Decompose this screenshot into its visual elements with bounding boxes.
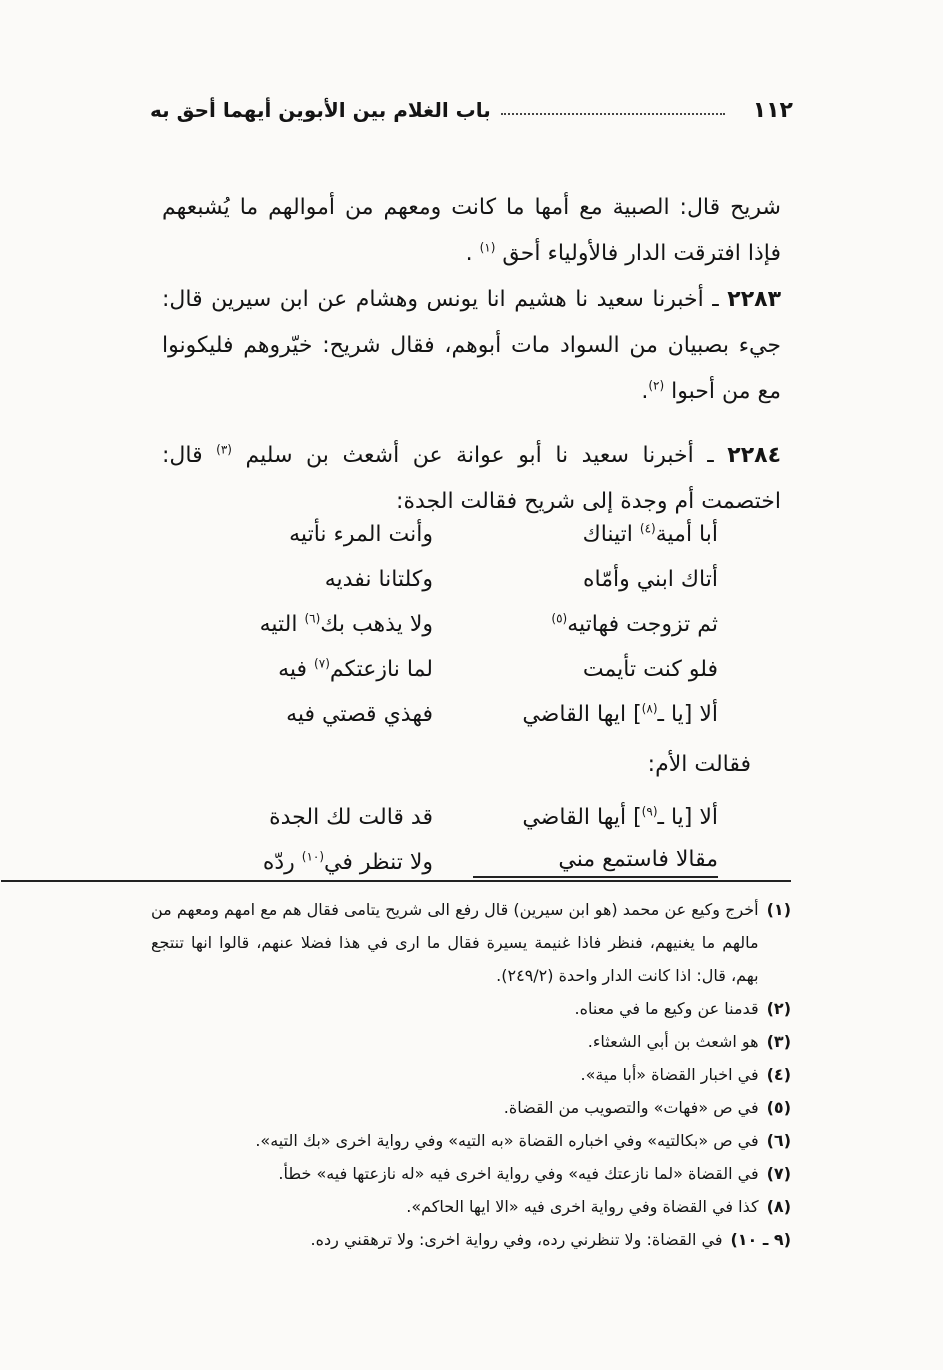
footnote-ref: (٧) — [314, 656, 330, 671]
hemistich-text-end: فيه — [278, 657, 315, 682]
footnote-item — [151, 1025, 791, 1058]
hemistich-text: ألا [يا ـ — [657, 702, 718, 727]
poem-verse — [188, 557, 718, 602]
hemistich-text: لما نازعتكم — [329, 657, 433, 682]
footnote-text: أخرج وكيع عن محمد (هو ابن سيرين) قال رفع الى شريح يتامى فقال هم مع امهم ومعهم من مالهم ما يغنيهم، فنظر فاذا غنيمة يسيرة فقال ما ارى في هذا فضلا عنهم، قالوا انها تنتجع بهم، قال: اذا كانت الدار واحدة (٢٤٩/٢). — [151, 900, 759, 985]
footnote-item — [151, 1157, 791, 1190]
footnote-item — [151, 992, 791, 1025]
page-number: ١١٢ — [752, 97, 793, 123]
footnote-text: في ص «بكالتيه» وفي اخباره القضاة «به التيه» وفي رواية اخرى «بك التيه». — [255, 1131, 759, 1150]
poem-verse — [188, 602, 718, 647]
footnote-ref-1: (١) — [479, 240, 496, 255]
hemistich-second — [188, 612, 433, 637]
poem-mother — [188, 795, 718, 885]
footnotes — [151, 893, 791, 1256]
hemistich-text-end: ] أيها القاضي — [522, 805, 642, 830]
hemistich-first — [473, 522, 718, 547]
hemistich-first — [473, 567, 718, 592]
footnote-text: في اخبار القضاة «أبا مية». — [580, 1065, 759, 1084]
paragraph-2283 — [162, 277, 781, 415]
hemistich-text-end: التيه — [259, 612, 305, 637]
paragraph-1 — [162, 185, 781, 277]
footnote-label: (٣) — [766, 1032, 791, 1051]
footnote-separator — [1, 880, 791, 882]
hemistich-second — [188, 805, 433, 830]
hemistich-second — [188, 657, 433, 682]
paragraph-1-text: شريح قال: الصبية مع أمها ما كانت ومعهم من أموالهم ما يُشبعهم فإذا افترقت الدار فالأولياء أحق — [162, 195, 781, 266]
hemistich-text: فهذي قصتي فيه — [286, 702, 433, 727]
hemistich-text: ولا يذهب بك — [320, 612, 433, 637]
footnote-item — [151, 1190, 791, 1223]
footnote-text: في القضاة: ولا تنظرني رده، وفي رواية اخرى: ولا ترهقني رده. — [310, 1230, 723, 1249]
footnote-label: (٦) — [766, 1131, 791, 1150]
poem-verse — [188, 512, 718, 557]
footnote-text: هو اشعث بن أبي الشعثاء. — [587, 1032, 759, 1051]
mother-label: فقالت الأم: — [647, 752, 751, 777]
paragraph-2283-end: . — [641, 379, 649, 404]
poem-verse — [188, 647, 718, 692]
footnote-ref: (٦) — [304, 611, 321, 626]
hadith-number-2284: ٢٢٨٤ — [727, 443, 781, 468]
running-title: باب الغلام بين الأبوين أيهما أحق به — [150, 98, 491, 122]
footnote-label: (٥) — [766, 1098, 791, 1117]
page-header — [150, 90, 793, 130]
footnote-text: قدمنا عن وكيع ما في معناه. — [574, 999, 759, 1018]
hemistich-second — [188, 702, 433, 727]
footnote-ref-2: (٢) — [648, 378, 665, 393]
footnote-text: كذا في القضاة وفي رواية اخرى فيه «الا ايها الحاكم». — [406, 1197, 759, 1216]
poem-verse — [188, 692, 718, 737]
hemistich-first — [473, 612, 718, 637]
footnote-label: (٢) — [766, 999, 791, 1018]
hemistich-text: أبا أمية — [655, 522, 718, 547]
footnote-label: (٧) — [766, 1164, 791, 1183]
footnote-label: (٤) — [766, 1065, 791, 1084]
footnote-ref: (٩) — [641, 804, 658, 819]
hemistich-first — [473, 805, 718, 830]
hemistich-text: قد قالت لك الجدة — [269, 805, 433, 830]
poem-verse — [188, 795, 718, 840]
hemistich-text: مقالا فاستمع مني — [558, 847, 718, 872]
footnote-text: في القضاة «لما نازعتك فيه» وفي رواية اخرى فيه «له نازعتها فيه» خطأ. — [278, 1164, 759, 1183]
hemistich-text: ثم تزوجت فهاتيه — [567, 612, 718, 637]
hemistich-text: وكلتانا نفديه — [324, 567, 433, 592]
paragraph-1-end: . — [465, 241, 473, 266]
hemistich-second — [188, 567, 433, 592]
footnote-item — [151, 1091, 791, 1124]
header-dotted-leader — [501, 113, 725, 115]
paragraph-2284-text: ـ أخبرنا سعيد نا أبو عوانة عن أشعث بن سليم — [245, 443, 728, 468]
hemistich-text-end: ردّه — [262, 850, 302, 875]
hemistich-text-end: اتيناك — [582, 522, 640, 547]
footnote-ref: (٥) — [551, 611, 568, 626]
paragraph-2284-end: قال: اختصمت أم وجدة إلى شريح فقالت الجدة: — [162, 443, 781, 514]
hemistich-text: فلو كنت تأيمت — [582, 657, 718, 682]
hemistich-first — [473, 847, 718, 878]
footnote-ref: (٨) — [641, 701, 658, 716]
paragraph-2283-text: ـ أخبرنا سعيد نا هشيم انا يونس وهشام عن ابن سيرين قال: جيء بصبيان من السواد مات أبوهم، فقال شريح: خيّروهم فليكونوا مع من أحبوا — [162, 287, 781, 404]
footnote-item — [151, 1223, 791, 1256]
hemistich-second — [188, 522, 433, 547]
footnote-text: في ص «فهات» والتصويب من القضاة. — [503, 1098, 759, 1117]
hemistich-text-end: ] ايها القاضي — [522, 702, 642, 727]
footnote-label: (١) — [766, 900, 791, 919]
hadith-number-2283: ٢٢٨٣ — [727, 287, 781, 312]
footnote-item — [151, 893, 791, 992]
footnote-ref: (١٠) — [301, 849, 325, 864]
footnote-label: (٩ ـ ١٠) — [730, 1230, 791, 1249]
hemistich-first — [473, 702, 718, 727]
hemistich-text: ألا [يا ـ — [657, 805, 718, 830]
poem-verse — [188, 840, 718, 885]
footnote-item — [151, 1058, 791, 1091]
main-text — [162, 185, 781, 525]
footnote-ref: (٤) — [639, 521, 656, 536]
footnote-ref-3: (٣) — [216, 442, 232, 457]
footnote-label: (٨) — [766, 1197, 791, 1216]
hemistich-text: ولا تنظر في — [324, 850, 433, 875]
poem-grandmother — [188, 512, 718, 737]
hemistich-first — [473, 657, 718, 682]
hemistich-text: أتاك ابني وأمّاه — [582, 567, 718, 592]
hemistich-second — [188, 850, 433, 875]
footnote-item — [151, 1124, 791, 1157]
hemistich-text: وأنت المرء نأتيه — [289, 522, 433, 547]
